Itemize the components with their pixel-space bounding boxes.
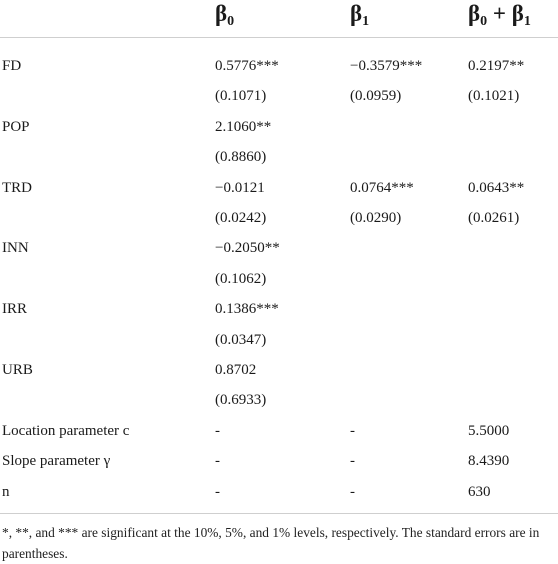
bottom-rule	[0, 513, 558, 514]
row-label: IRR	[2, 301, 28, 317]
row-value-b0: 0.8702	[215, 362, 257, 378]
row-value-b1: -	[350, 423, 355, 439]
table-footnote: *, **, and *** are significant at the 10%, 5%, and 1% levels, respectively. The standard errors are in parentheses.	[2, 525, 540, 561]
row-value-b1: -	[350, 453, 355, 469]
row-value-b0: -	[215, 453, 220, 469]
row-value-sum: 8.4390	[468, 453, 510, 469]
table-header	[0, 0, 558, 37]
row-value-b1: 0.0764***	[350, 180, 414, 196]
row-label: POP	[2, 119, 30, 135]
row-value-sum: 5.5000	[468, 423, 510, 439]
row-value-b0: −0.2050**	[215, 240, 280, 256]
row-value-b0: 0.1386***	[215, 301, 279, 317]
row-label: n	[2, 484, 10, 500]
row-value-b0: 2.1060**	[215, 119, 272, 135]
row-label: TRD	[2, 180, 32, 196]
row-value-b0: -	[215, 484, 220, 500]
row-label: INN	[2, 240, 29, 256]
row-value-b0: (0.0242)	[215, 210, 267, 226]
header-rule	[0, 37, 558, 38]
row-value-b1: (0.0290)	[350, 210, 402, 226]
header-beta1: $\beta_1$	[350, 1, 370, 29]
row-value-b0: (0.1062)	[215, 271, 267, 287]
row-value-b0: (0.0347)	[215, 332, 267, 348]
row-value-b0: (0.6933)	[215, 392, 267, 408]
row-value-sum: 630	[468, 484, 491, 500]
row-label: Location parameter c	[2, 423, 130, 439]
header-beta0: $\beta_0$	[215, 1, 235, 29]
row-value-b0: −0.0121	[215, 180, 265, 196]
row-value-b0: (0.8860)	[215, 149, 267, 165]
row-value-b1: −0.3579***	[350, 58, 423, 74]
row-value-b1: (0.0959)	[350, 88, 402, 104]
header-beta-sum: $\beta_0 + \beta_1$	[468, 1, 531, 29]
row-value-b0: (0.1071)	[215, 88, 267, 104]
row-label: URB	[2, 362, 33, 378]
row-value-sum: (0.0261)	[468, 210, 520, 226]
row-label: FD	[2, 58, 22, 74]
row-value-b0: -	[215, 423, 220, 439]
row-value-sum: 0.0643**	[468, 180, 525, 196]
row-value-b0: 0.5776***	[215, 58, 279, 74]
row-label: Slope parameter γ	[2, 453, 111, 469]
row-value-sum: 0.2197**	[468, 58, 525, 74]
row-value-sum: (0.1021)	[468, 88, 520, 104]
row-value-b1: -	[350, 484, 355, 500]
